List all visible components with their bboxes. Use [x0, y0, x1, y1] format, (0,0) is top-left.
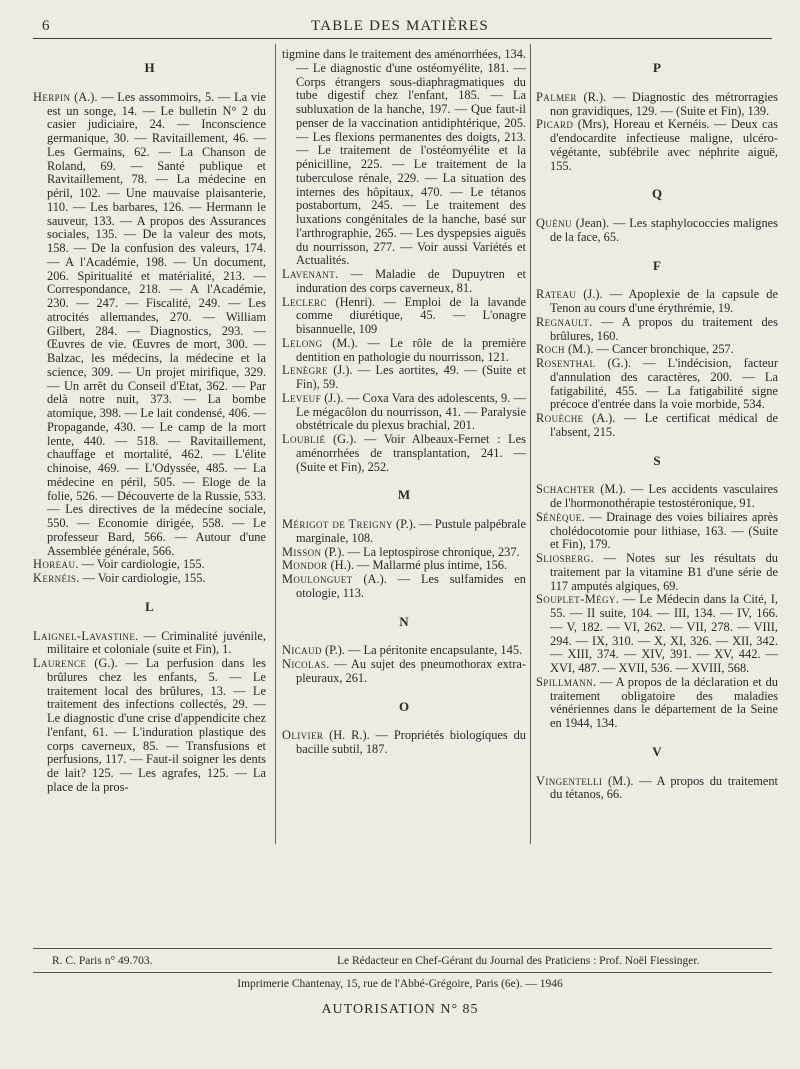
- author-name: Mérigot de Treigny: [282, 517, 393, 531]
- author-name: Picard: [536, 117, 574, 132]
- entry-text: . — Maladie de Dupuytren et induration des corps caverneux, 81.: [296, 267, 526, 295]
- index-entry: [282, 392, 526, 433]
- author-name: Vingentelli: [536, 773, 603, 788]
- header-rule: [33, 38, 772, 39]
- entry-text: (P.). — La leptospirose chronique, 237.: [321, 544, 520, 559]
- entry-text: . — A propos de la déclaration et du traitement obligatoire des maladies vénériennes dans le département de la Seine en 1944, 134.: [550, 674, 778, 730]
- author-name: Souplet-Mégy: [536, 592, 616, 607]
- index-entry: [282, 546, 526, 560]
- entry-text: (M.). — Cancer bronchique, 257.: [564, 342, 734, 357]
- entry-text: . — Drainage des voies biliaires après cholédocotomie pour lithiase, 163. — (Suite et Fin), 179.: [550, 509, 778, 552]
- entry-text: (Henri). — Emploi de la lavande comme diurétique, 45. — L'onagre bisannuelle, 109: [296, 294, 526, 336]
- registration-number: R. C. Paris n° 49.703.: [52, 955, 153, 967]
- entry-text: (R.). — Diagnostic des métrorragies non gravidiques, 129. — (Suite et Fin), 139.: [550, 89, 778, 118]
- entry-text: (H. R.). — Propriétés biologiques du bacille subtil, 187.: [296, 728, 526, 756]
- author-name: Herpin: [33, 89, 71, 104]
- index-entry: [536, 676, 778, 731]
- author-name: Rouèche: [536, 411, 584, 425]
- entry-text: . — Notes sur les résultats du traitement par la vitamine B1 d'une série de 117 amputés algiques, 69.: [550, 551, 778, 593]
- page-number: 6: [42, 18, 50, 34]
- index-entry: [536, 775, 778, 803]
- index-entry: [33, 91, 266, 559]
- entry-text: (J.). — Apoplexie de la capsule de Tenon au cours d'une érythrémie, 19.: [550, 287, 778, 315]
- author-name: Olivier: [282, 728, 324, 743]
- author-name: Nicolas: [282, 657, 327, 671]
- column-divider: [530, 44, 531, 844]
- author-name: Mondor: [282, 558, 328, 573]
- index-entry: [536, 91, 778, 119]
- section-letter: V: [652, 743, 662, 759]
- entry-text: (J.). — Coxa Vara des adolescents, 9. — Le mégacôlon du nourrisson, 41. — Paralysie obstétricale du plexus brachial, 201.: [296, 390, 526, 433]
- author-name: Loublié: [282, 432, 326, 446]
- index-entry: [282, 364, 526, 392]
- index-entry: [282, 573, 526, 601]
- author-name: Leveuf: [282, 390, 321, 405]
- author-name: Laignel-Lavastine: [33, 628, 136, 643]
- author-name: Schachter: [536, 482, 595, 497]
- author-name: Nicaud: [282, 643, 322, 658]
- author-name: Moulonguet: [282, 572, 353, 586]
- index-entry: [282, 729, 526, 757]
- index-column-2: [282, 48, 526, 843]
- author-name: Lavenant: [282, 267, 336, 281]
- index-entry: [536, 511, 778, 552]
- index-entry: [282, 433, 526, 474]
- index-column-1: [33, 48, 266, 843]
- entry-text: . — Criminalité juvénile, militaire et coloniale (suite et Fin), 1.: [47, 628, 266, 657]
- author-name: Spillmann: [536, 674, 593, 689]
- author-name: Laurence: [33, 656, 87, 670]
- entry-text: (A.). — Les sulfamides en otologie, 113.: [296, 572, 526, 600]
- entry-text: (M.). — Le rôle de la première dentition en pathologie du nourrisson, 121.: [296, 335, 526, 364]
- entry-text: tigmine dans le traitement des aménorrhées, 134. — Le diagnostic d'une ostéomyélite, 181. — Corps étrangers sous-diaphragmatiques du tube digestif chez l'enfant, 185. — La subluxation de la hanche, 197. — Que faut-il penser de la vaccination antidiphtérique, 205. — Les flexions permanentes des doigts, 213. — Le traitement de l'ostéomyélite et la pénicilline, 225. — Le traitement de la tuberculose rénale, 229. — La situation des internes des hôpitaux, 470. — Le tétanos postabortum, 245. — Le traitement des luxations congénitales de la hanche, basé sur l'arthrographie, 265. — Les dyspepsies aiguës du nourrisson, 277. — Voir aussi Variétés et Actualités.: [282, 48, 526, 268]
- author-name: Horeau: [33, 557, 76, 572]
- index-entry: [282, 268, 526, 296]
- entry-text: . — A propos du traitement des brûlures, 160.: [550, 314, 778, 343]
- author-name: Lelong: [282, 335, 323, 350]
- authorization-number: AUTORISATION N° 85: [321, 1002, 479, 1017]
- entry-text: (G.). — Voir Albeaux-Fernet : Les aménorrhées de transplantation, 241. — (Suite et Fin), 252.: [296, 432, 526, 474]
- section-letter: N: [399, 613, 409, 629]
- author-name: Roch: [536, 342, 565, 357]
- index-entry: [536, 217, 778, 245]
- section-letter: F: [653, 257, 661, 273]
- entry-text: (M.). — Les accidents vasculaires de l'hormonothérapie testostéronique, 91.: [550, 482, 778, 510]
- entry-text: (A.). — Les assommoirs, 5. — La vie est un songe, 14. — Le bulletin N° 2 du casier judiciaire, 24. — Inconscience germanique, 30. — Ravitaillement, 46. — Les Germains, 62. — La Chanson de Roland, 69. — Santé publique et Ravitaillement, 78. — La médecine en péril, 102. — Une mauvaise plaisanterie, 110. — Les barbares, 126. — Hermann le sauveur, 133. — A propos des Assurances sociales, 135. — De la valeur des mots, 158. — De la confusion des valeurs, 174. — A l'Académie, 198. — Un document, 206. Spiritualité et matérialité, 213. — Correspondance, 218. — A l'Académie, 230. — 247. — Fiscalité, 249. — Les atrocités allemandes, 270. — William Gilbert, 284. — Diagnostics, 293. — Œuvres de vie. Œuvres de mort, 300. — Balzac, les médecins, la médecine et la science, 309. — Un projet mirifique, 329. — Un arrêt du Conseil d'Etat, 362. — Par delà notre nuit, 373. — La bombe atomique, 398. — Le lait condensé, 406. — Propagande, 430. — Le camp de la mort lente, 440. — 518. — Ravitaillement, chauffage et mortalité, 462. — L'élite chinoise, 469. — L'Odyssée, 485. — La médecine en péril, 505. — Eloge de la folie, 526. — Découverte de la Russie, 533. — Les directives de la médecine sociale, 550. — Economie dirigée, 558. — Le professeur Bard, 566. — Autour d'une Assemblée générale, 566.: [47, 89, 266, 558]
- entry-text: (Jean). — Les staphylococcies malignes de la face, 65.: [550, 216, 778, 244]
- footer-rule: [33, 972, 772, 973]
- index-entry: [536, 118, 778, 173]
- entry-text: . — Voir cardiologie, 155.: [76, 571, 206, 585]
- index-entry: [282, 48, 526, 268]
- author-name: Lenègre: [282, 363, 328, 378]
- footer-rule: [33, 948, 772, 949]
- index-entry: [282, 644, 526, 658]
- entry-text: (Mrs), Horeau et Kernéis. — Deux cas d'endocardite infectieuse maligne, ulcéro-végétante, subfébrile avec néphrite aiguë, 155.: [550, 117, 778, 173]
- author-name: Misson: [282, 544, 322, 559]
- index-entry: [282, 296, 526, 337]
- index-entry: [536, 343, 778, 357]
- section-letter: L: [145, 598, 154, 614]
- running-head: TABLE DES MATIÈRES: [311, 18, 489, 34]
- entry-text: (P.). — La péritonite encapsulante, 145.: [321, 643, 523, 658]
- entry-text: (A.). — Le certificat médical de l'absent, 215.: [550, 411, 778, 439]
- index-entry: [33, 630, 266, 658]
- entry-text: . — Voir cardiologie, 155.: [75, 557, 205, 572]
- author-name: Palmer: [536, 89, 577, 104]
- index-column-3: [536, 48, 778, 843]
- index-entry: [282, 658, 526, 686]
- printer-imprint: Imprimerie Chantenay, 15, rue de l'Abbé-Grégoire, Paris (6e). — 1946: [237, 978, 563, 990]
- index-entry: [282, 518, 526, 546]
- author-name: Sliosberg: [536, 551, 591, 565]
- entry-text: (H.). — Mallarmé plus intime, 156.: [327, 558, 508, 573]
- index-entry: [33, 572, 266, 586]
- author-name: Rateau: [536, 287, 577, 302]
- index-entry: [536, 412, 778, 440]
- section-letter: S: [653, 452, 661, 468]
- entry-text: (M.). — A propos du traitement du tétanos, 66.: [550, 773, 778, 802]
- author-name: Kernéis: [33, 571, 77, 585]
- section-letter: H: [144, 60, 155, 75]
- index-entry: [33, 558, 266, 572]
- author-name: Sénèque: [536, 509, 582, 524]
- entry-text: (G.). — L'indécision, facteur d'annulation des caractères, 200. — La fatigabilité, 455. — La fatigabilité signe précoce d'entrée dans la voie morbide, 534.: [550, 356, 778, 412]
- index-entry: [536, 357, 778, 412]
- entry-text: (G.). — La perfusion dans les brûlures chez les enfants, 5. — Le traitement local des brûlures, 13. — Le traitement des infections collectés, 29. — Le diagnostic d'une crise d'appendicite chez l'enfant, 61. — L'induration plastique des corps caverneux, 85. — Transfusions et perfusions, 117. — Faut-il soigner les dents de lait? 125. — Les agrafes, 125. — La place de la pros-: [47, 656, 266, 794]
- editor-credit: Le Rédacteur en Chef-Gérant du Journal des Praticiens : Prof. Noël Fiessinger.: [337, 955, 700, 967]
- index-entry: [536, 593, 778, 676]
- author-name: Regnault: [536, 314, 590, 329]
- index-entry: [282, 559, 526, 573]
- section-letter: P: [653, 60, 661, 75]
- index-entry: [536, 483, 778, 511]
- index-entry: [33, 657, 266, 795]
- column-divider: [275, 44, 276, 844]
- section-letter: O: [398, 698, 410, 714]
- entry-text: (J.). — Les aortites, 49. — (Suite et Fin), 59.: [296, 363, 526, 391]
- author-name: Quénu: [536, 216, 572, 230]
- entry-text: . — Au sujet des pneumothorax extra-pleuraux, 261.: [296, 657, 526, 685]
- section-letter: M: [397, 487, 411, 503]
- author-name: Leclerc: [282, 294, 327, 309]
- section-letter: Q: [651, 186, 663, 202]
- index-entry: [536, 288, 778, 316]
- index-entry: [536, 316, 778, 344]
- author-name: Rosenthal: [536, 356, 596, 370]
- index-entry: [282, 337, 526, 365]
- entry-text: . — Le Médecin dans la Cité, I, 55. — II suite, 104. — III, 134. — IV, 166. — V, 182. — VI, 262. — VII, 278. — VIII, 294. — IX, 310. — X, XI, 326. — XII, 342. — XIII, 374. — XIV, 391. — XV, 442. — XVI, 487. — XVII, 536. — XVIII, 568.: [550, 592, 778, 675]
- index-entry: [536, 552, 778, 593]
- entry-text: (P.). — Pustule palpébrale marginale, 108.: [296, 517, 526, 545]
